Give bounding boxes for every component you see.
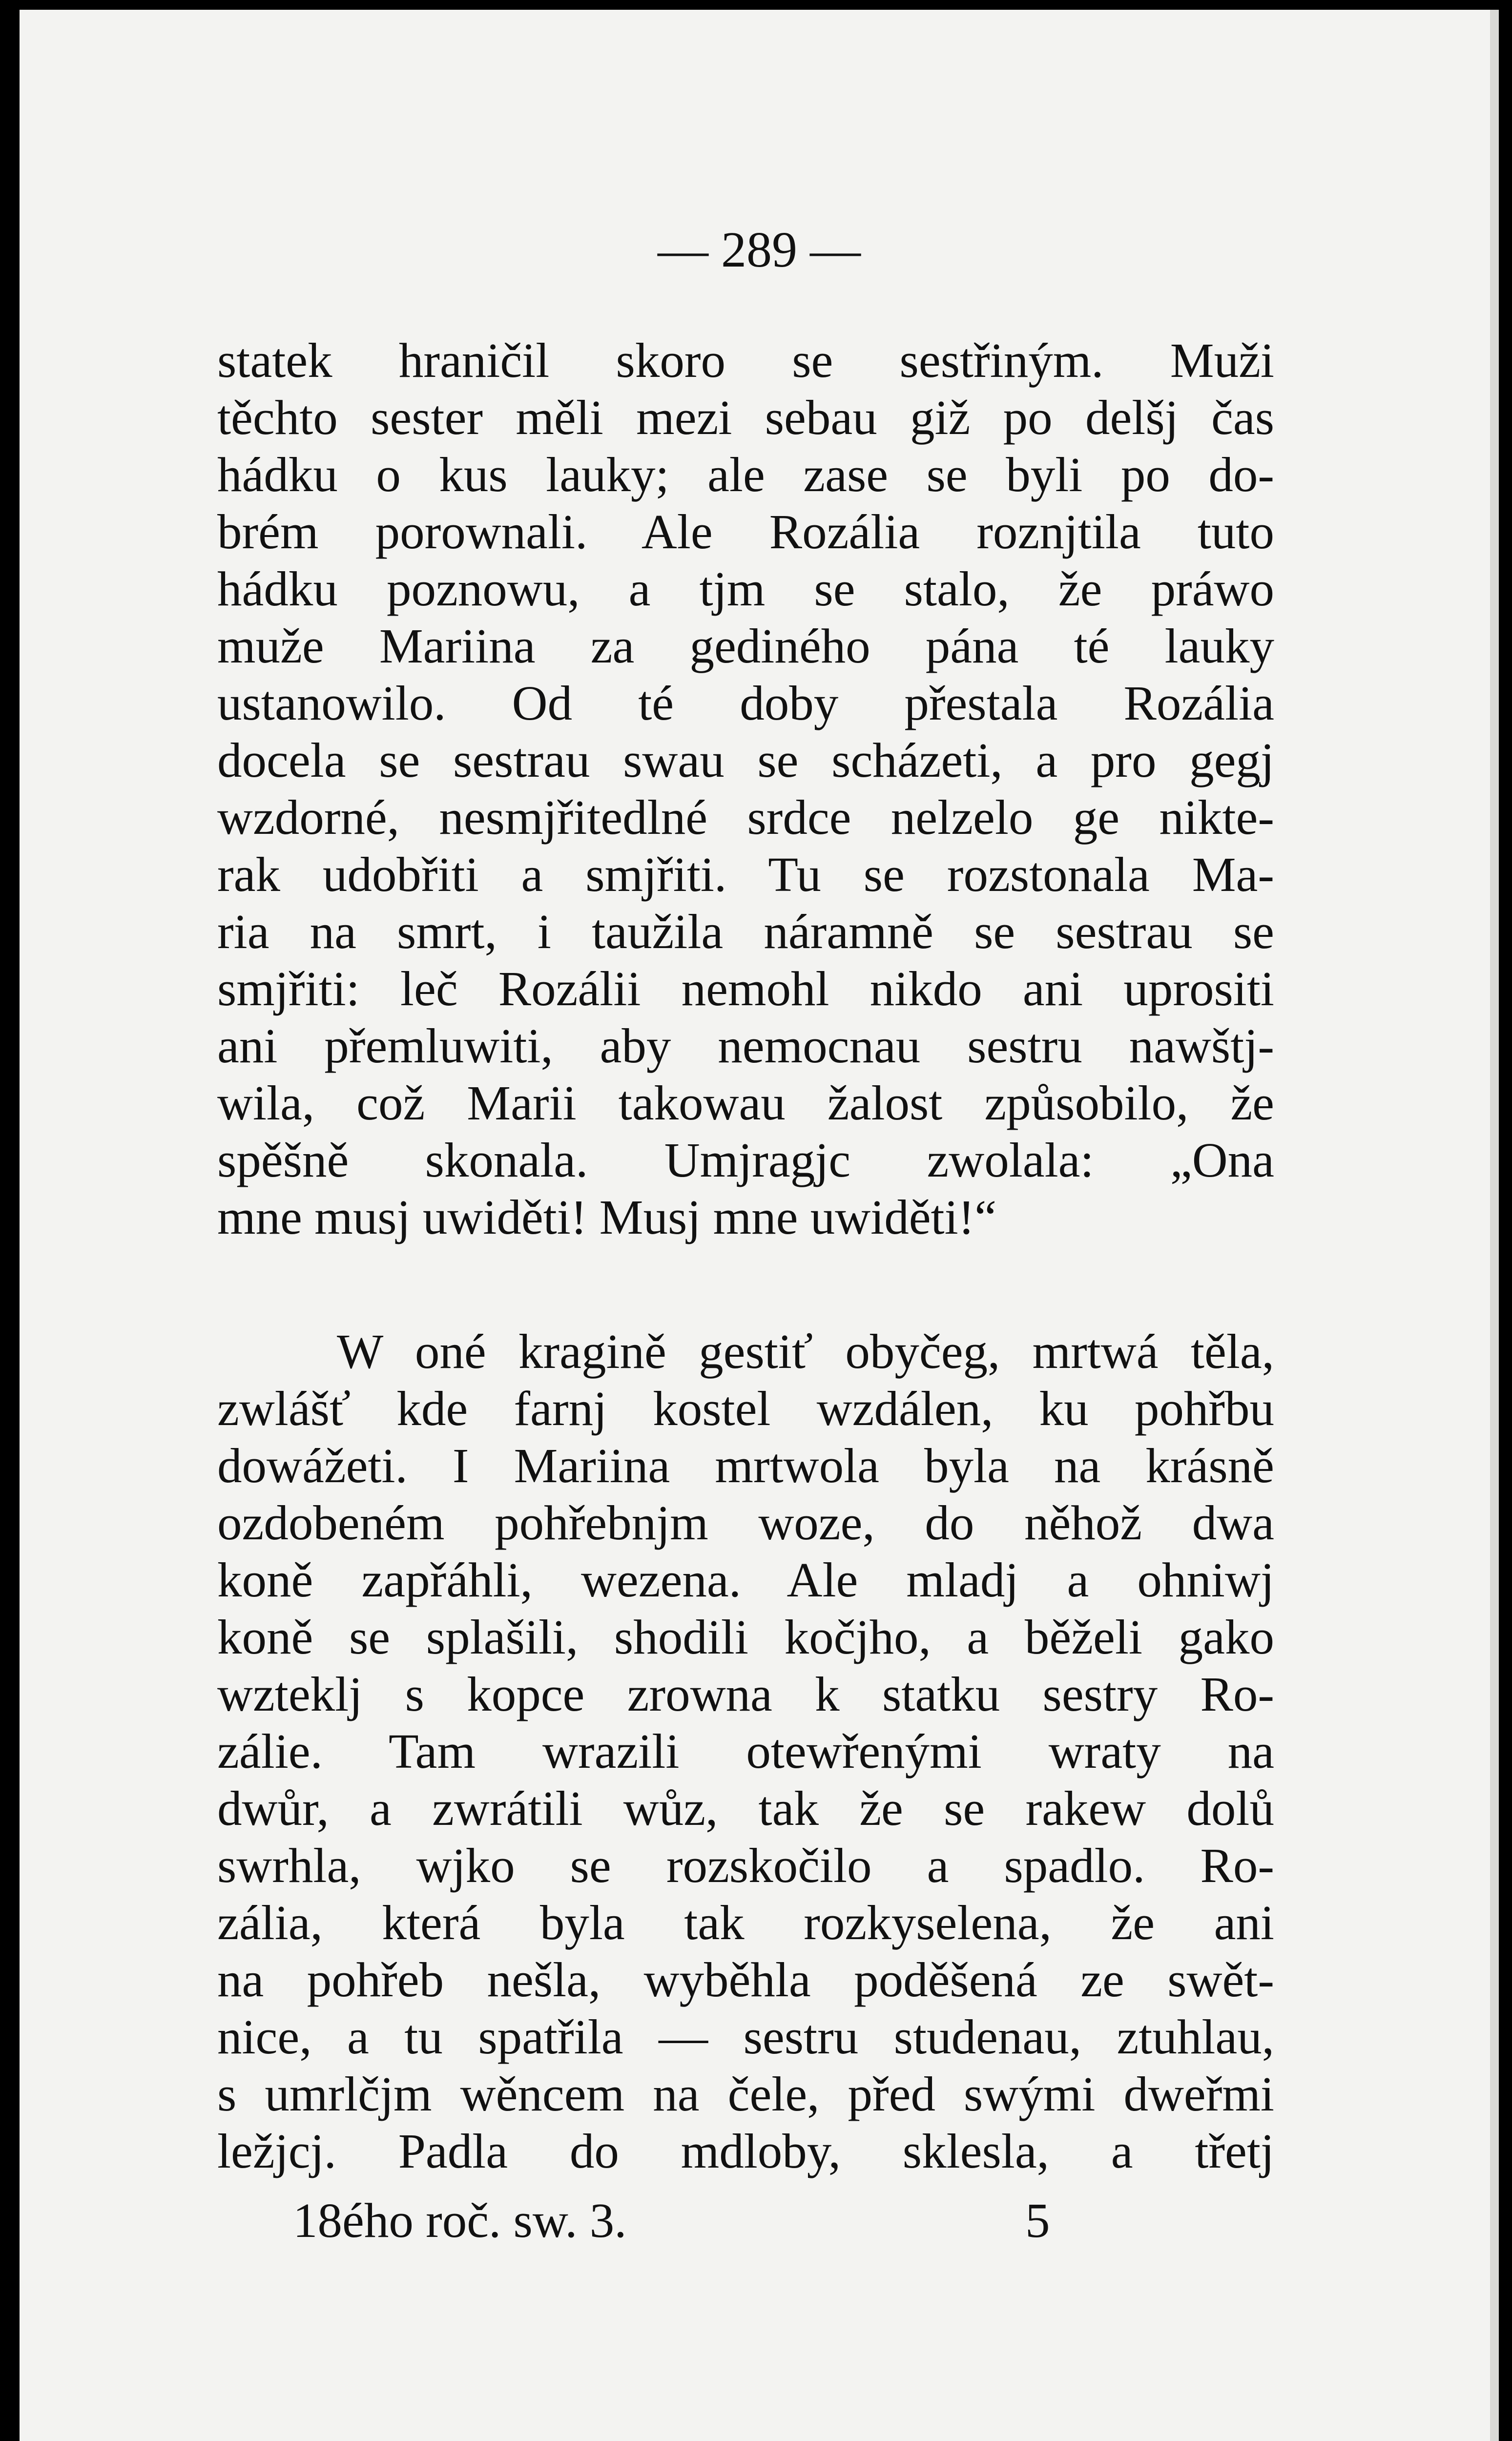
- text-line: swrhla, wjko se rozskočilo a spadlo. Ro-: [217, 1838, 1274, 1893]
- text-line: dowážeti. I Mariina mrtwola byla na krásně: [217, 1438, 1274, 1493]
- text-line: muže Mariina za gediného pána té lauky: [217, 619, 1274, 673]
- sheet-number: 5: [1025, 2193, 1050, 2248]
- page-edge: [1490, 10, 1499, 2441]
- paragraph-1: [217, 332, 1274, 1246]
- text-line: wzdorné, nesmjřitedlné srdce nelzelo ge nikte-: [217, 790, 1274, 845]
- book-page: [20, 10, 1499, 2441]
- text-line: wila, což Marii takowau žalost způsobilo, že: [217, 1076, 1274, 1130]
- text-line: brém porownali. Ale Rozália roznjtila tuto: [217, 504, 1274, 559]
- text-line: ležjcj. Padla do mdloby, sklesla, a třetj: [217, 2124, 1274, 2178]
- text-line: nice, a tu spatřila — sestru studenau, ztuhlau,: [217, 2009, 1274, 2064]
- text-line: ria na smrt, i taužila náramně se sestrau se: [217, 904, 1274, 959]
- text-line: hádku poznowu, a tjm se stalo, že práwo: [217, 561, 1274, 616]
- text-line: dwůr, a zwrátili wůz, tak že se rakew dolů: [217, 1781, 1274, 1836]
- text-line: na pohřeb nešla, wyběhla poděšená ze swět-: [217, 1952, 1274, 2007]
- text-line: těchto sester měli mezi sebau giž po delšj čas: [217, 390, 1274, 445]
- text-line: spěšně skonala. Umjragjc zwolala: „Ona: [217, 1133, 1274, 1187]
- text-line: docela se sestrau swau se scházeti, a pro gegj: [217, 733, 1274, 787]
- text-line: smjřiti: leč Rozálii nemohl nikdo ani uprositi: [217, 961, 1274, 1016]
- text-line: s umrlčjm wěncem na čele, před swými dweřmi: [217, 2067, 1274, 2121]
- paragraph-2: [217, 1323, 1274, 2180]
- text-line: zálie. Tam wrazili otewřenými wraty na: [217, 1724, 1274, 1779]
- text-line: W oné kragině gestiť obyčeg, mrtwá těla,: [337, 1324, 1274, 1379]
- page-number: — 289 —: [658, 222, 861, 278]
- text-line: koně se splašili, shodili kočjho, a běželi gako: [217, 1610, 1274, 1664]
- text-line: ustanowilo. Od té doby přestala Rozália: [217, 676, 1274, 730]
- text-line: wzteklj s kopce zrowna k statku sestry Ro-: [217, 1667, 1274, 1721]
- text-line: ozdobeném pohřebnjm woze, do něhož dwa: [217, 1495, 1274, 1550]
- text-line: hádku o kus lauky; ale zase se byli po do-: [217, 447, 1274, 502]
- text-line: zália, která byla tak rozkyselena, že ani: [217, 1895, 1274, 1950]
- text-line: mne musj uwiděti! Musj mne uwiděti!“: [217, 1190, 997, 1244]
- text-line: rak udobřiti a smjřiti. Tu se rozstonala Ma-: [217, 847, 1274, 902]
- text-line: ani přemluwiti, aby nemocnau sestru nawštj-: [217, 1018, 1274, 1073]
- signature-mark: 18ého roč. sw. 3.: [293, 2193, 627, 2248]
- text-line: koně zapřáhli, wezena. Ale mladj a ohniwj: [217, 1552, 1274, 1607]
- text-line: statek hraničil skoro se sestřiným. Muži: [217, 333, 1274, 388]
- text-line: zwlášť kde farnj kostel wzdálen, ku pohřbu: [217, 1381, 1274, 1436]
